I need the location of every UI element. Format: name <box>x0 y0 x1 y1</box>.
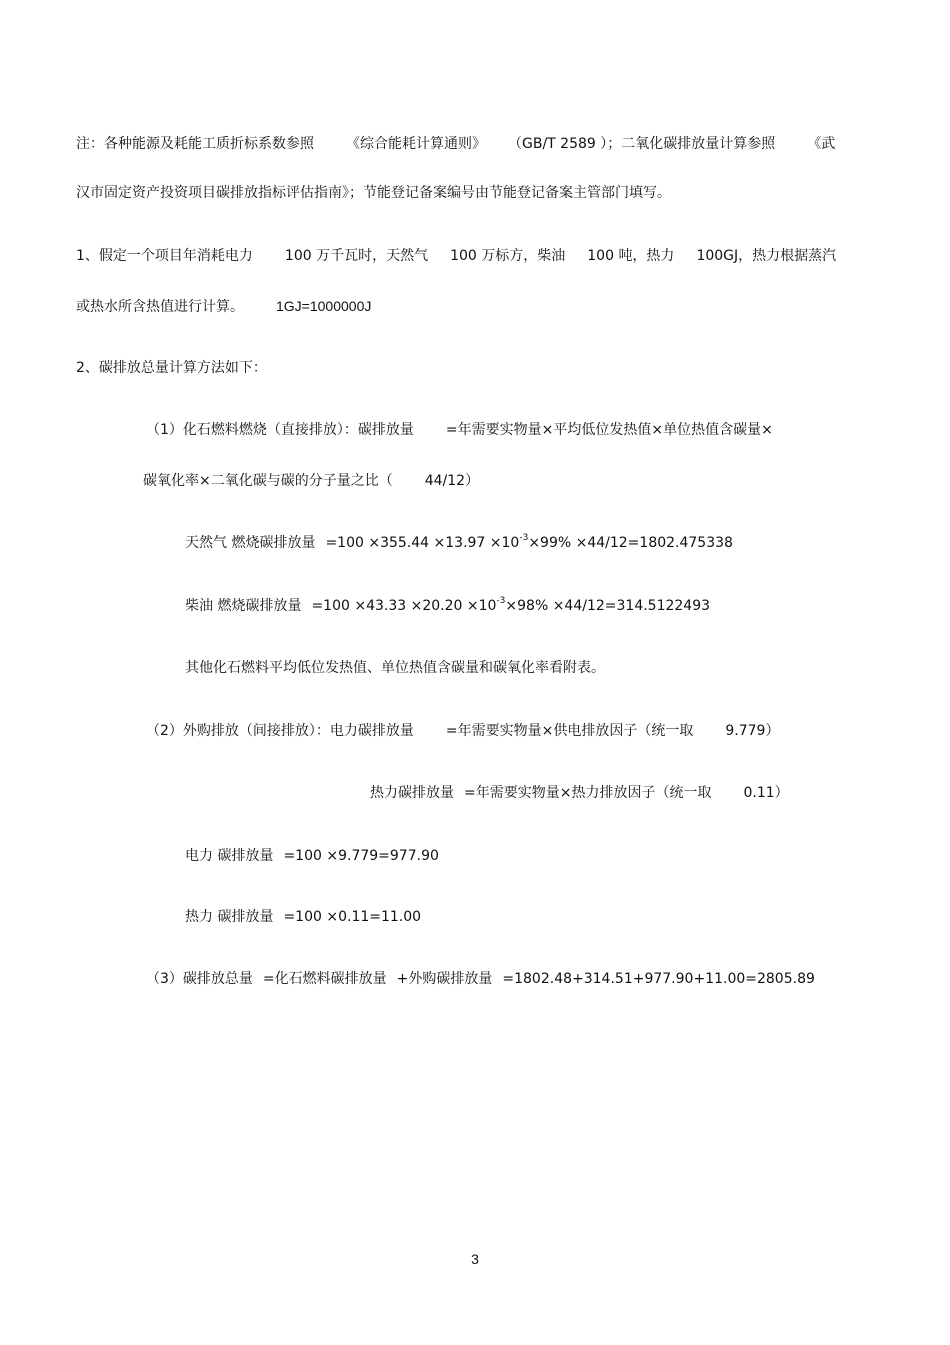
item1-heat: 100GJ，热力根据蒸汽 <box>696 248 837 264</box>
item1-line-2 <box>76 297 371 316</box>
electric-calc-line <box>185 847 439 865</box>
other-fuels-text: 其他化石燃料平均低位发热值、单位热值含碳量和碳氧化率看附表。 <box>185 660 605 676</box>
note-reference-guide-start: 《武 <box>807 136 836 152</box>
note-line-2 <box>76 184 671 202</box>
gas-emission-label: 天然气 燃烧碳排放量 <box>185 535 316 551</box>
item2-title-text: 2、碳排放总量计算方法如下： <box>76 360 267 376</box>
item1-heat-note: 或热水所含热值进行计算。 <box>76 299 244 315</box>
note-text-continued: 汉市固定资产投资项目碳排放指标评估指南》；节能登记备案编号由节能登记备案主管部门填写。 <box>76 185 671 201</box>
page-number: 3 <box>471 1251 479 1267</box>
other-fuels-note <box>185 659 605 677</box>
gas-formula-part-1: =100 ×355.44 ×13.97 ×10 <box>325 535 520 551</box>
item1-line-1 <box>76 247 836 265</box>
sub2-heat-formula: =年需要实物量×热力排放因子（统一取 <box>464 785 712 801</box>
sub1-formula: =年需要实物量×平均低位发热值×单位热值含碳量× <box>445 422 773 438</box>
diesel-emission-label: 柴油 燃烧碳排放量 <box>185 598 302 614</box>
heat-calc-formula: =100 ×0.11=11.00 <box>283 909 422 925</box>
sub3-total: =1802.48+314.51+977.90+11.00=2805.89 <box>502 971 815 987</box>
diesel-emission-formula <box>311 598 710 614</box>
gas-formula-part-2: ×99% ×44/12=1802.475338 <box>528 535 733 551</box>
sub2-electric-formula: =年需要实物量×供电排放因子（统一取 <box>445 723 694 739</box>
sub1-line-1 <box>146 421 773 439</box>
sub2-heat-label: 热力碳排放量 <box>370 785 454 801</box>
sub1-line-2 <box>143 472 479 490</box>
diesel-formula-part-1: =100 ×43.33 ×20.20 ×10 <box>311 598 497 614</box>
sub1-ratio: 44/12） <box>424 473 480 489</box>
sub2-line-1 <box>146 722 779 740</box>
note-line-1 <box>76 135 835 153</box>
electric-calc-formula: =100 ×9.779=977.90 <box>283 848 439 864</box>
item1-intro: 1、假定一个项目年消耗电力 <box>76 248 253 264</box>
gas-exponent: -3 <box>519 533 529 543</box>
item1-electricity: 100 万千瓦时，天然气 <box>284 248 429 264</box>
diesel-exponent: -3 <box>496 596 506 606</box>
sub3-heading: （3）碳排放总量 <box>146 971 253 987</box>
heat-calc-label: 热力 碳排放量 <box>185 909 274 925</box>
note-text: 注：各种能源及耗能工质折标系数参照 <box>76 136 314 152</box>
diesel-emission-line <box>185 597 710 615</box>
item1-gas: 100 万标方，柴油 <box>450 248 566 264</box>
electric-calc-label: 电力 碳排放量 <box>185 848 274 864</box>
sub2-heat-line <box>370 784 789 802</box>
sub2-heading: （2）外购排放（间接排放）：电力碳排放量 <box>146 723 414 739</box>
sub1-formula-continued: 碳氧化率×二氧化碳与碳的分子量之比（ <box>143 473 393 489</box>
item1-diesel: 100 吨，热力 <box>587 248 675 264</box>
gas-emission-formula <box>325 535 733 551</box>
sub3-external: +外购碳排放量 <box>396 971 493 987</box>
note-standard-code: （GB/T 2589 ）；二氧化碳排放量计算参照 <box>508 136 776 152</box>
gas-emission-line <box>185 534 733 552</box>
item1-unit-definition: 1GJ=1000000J <box>276 298 372 314</box>
item2-title <box>76 359 267 377</box>
sub3-line <box>146 970 815 988</box>
sub1-heading: （1）化石燃料燃烧（直接排放）：碳排放量 <box>146 422 414 438</box>
heat-calc-line <box>185 908 421 926</box>
sub2-electric-factor: 9.779） <box>725 723 780 739</box>
diesel-formula-part-2: ×98% ×44/12=314.5122493 <box>505 598 711 614</box>
sub3-fossil: =化石燃料碳排放量 <box>262 971 387 987</box>
sub2-heat-factor: 0.11） <box>743 785 789 801</box>
note-reference-standard: 《综合能耗计算通则》 <box>346 136 486 152</box>
